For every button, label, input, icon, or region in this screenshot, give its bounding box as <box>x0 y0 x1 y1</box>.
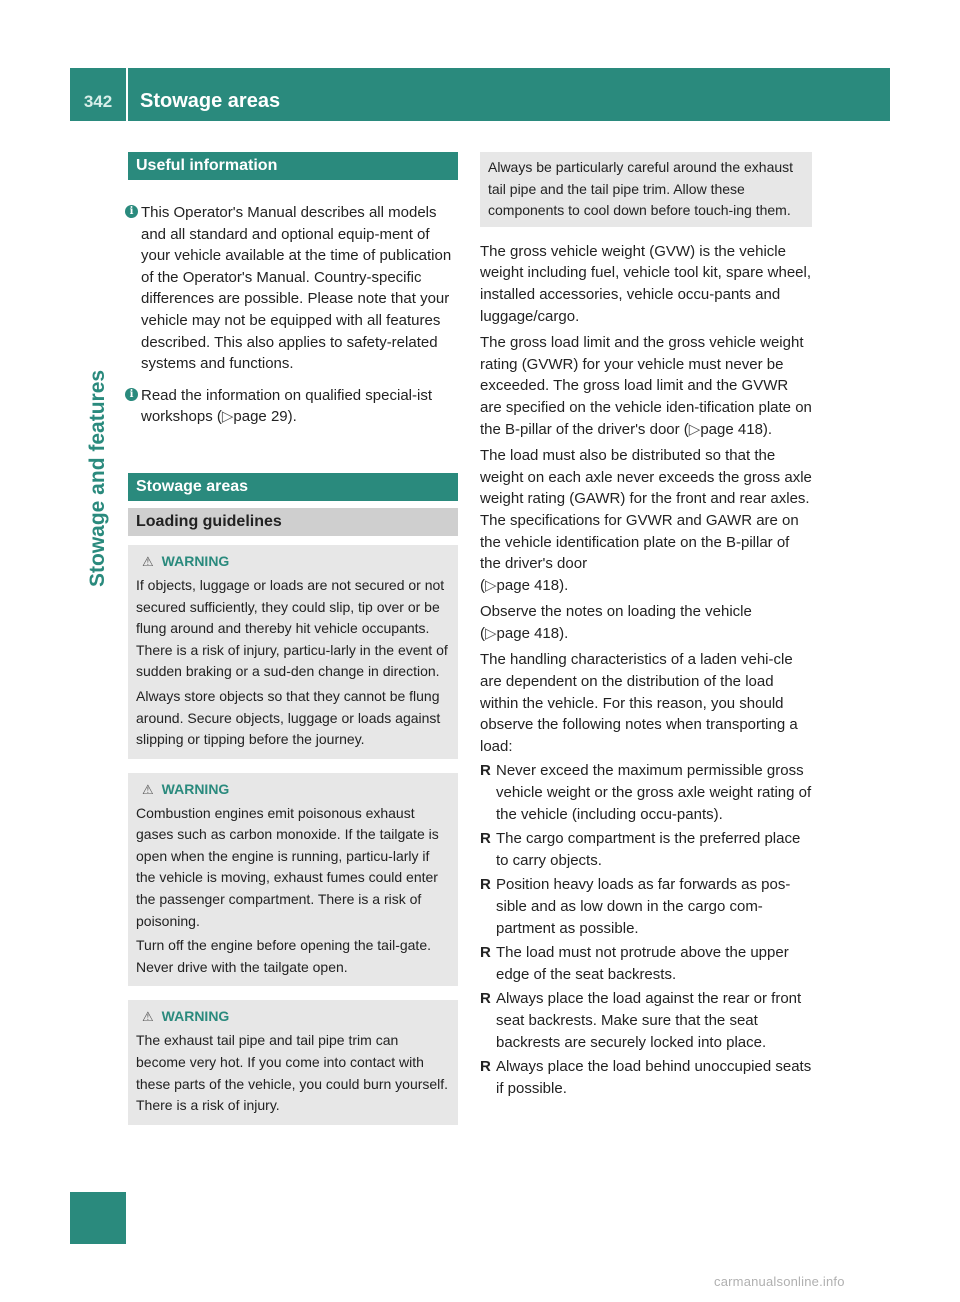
gvw-paragraph: The gross vehicle weight (GVW) is the vehicle weight including fuel, vehicle tool kit, spare wheel, installed accessories, vehicle occu-pants and luggage/cargo. <box>480 242 812 325</box>
warning-box-2 <box>128 773 458 987</box>
warning-continued-text: Always be particularly careful around the exhaust tail pipe and the tail pipe trim. Allow these components to cool down before touch-ing them. <box>488 159 794 219</box>
warning-3-text: The exhaust tail pipe and tail pipe trim can become very hot. If you come into contact with these parts of the vehicle, you could burn yourself. There is a risk of injury. <box>136 1032 449 1114</box>
list-item <box>480 874 812 939</box>
page-ref-arrow-icon: ▷ <box>485 576 497 594</box>
list-item <box>480 828 812 871</box>
loading-notes-list <box>480 760 812 1099</box>
side-tab-label: Stowage and features <box>86 369 109 587</box>
warning-triangle-icon: ⚠ <box>142 553 154 569</box>
page-ref-link[interactable]: page 29). <box>233 408 297 426</box>
warning-2-instruction: Turn off the engine before opening the tail-gate. Never drive with the tailgate open. <box>136 937 431 975</box>
info-note-1 <box>128 202 458 375</box>
header-divider <box>126 68 128 121</box>
warning-triangle-icon: ⚠ <box>142 1009 154 1025</box>
warning-1-text: If objects, luggage or loads are not secured or not secured sufficiently, they could slip, tip over or be flung around and thereby hit vehicle occupants. There is a risk of injury, particu-larly in the event of sudden braking or a sud-den change in direction. <box>136 576 448 680</box>
observe-paragraph: Observe the notes on loading the vehicle (▷page 418). <box>480 603 752 642</box>
warning-box-continued <box>480 152 812 227</box>
handling-paragraph: The handling characteristics of a laden vehi-cle are dependent on the distribution of the load within the vehicle. For this reason, you should observe the following notes when transporting a load: <box>480 651 798 755</box>
warning-1-instruction: Always store objects so that they cannot be flung around. Secure objects, luggage or loads against slipping or tipping before the journey. <box>136 687 441 748</box>
list-item <box>480 760 812 825</box>
info-note-2 <box>128 385 458 428</box>
info-icon: i <box>125 388 138 401</box>
page-ref-link[interactable]: page 418). <box>700 420 773 438</box>
list-item <box>480 942 812 985</box>
list-item <box>480 988 812 1053</box>
useful-info-heading: Useful information <box>128 152 458 180</box>
page-ref-link[interactable]: page 418). <box>496 576 569 594</box>
page-ref-arrow-icon: ▷ <box>485 624 497 642</box>
list-item <box>480 1056 812 1099</box>
list-item-text: Never exceed the maximum permissible gross vehicle weight or the gross axle weight rating of the vehicle (including occu-pants). <box>496 762 812 823</box>
gvwr-text: The gross load limit and the gross vehicle weight rating (GVWR) for your vehicle must never be exceeded. The gross load limit and the GVWR are specified on the vehicle iden-tification plate on the B-pillar of the driver's door ( <box>480 334 812 438</box>
warning-heading <box>136 779 450 800</box>
list-item-text: Always place the load against the rear or front seat backrests. Make sure that the seat backrests are securely locked into place. <box>496 990 802 1051</box>
bullet-marker-icon: R <box>480 876 491 894</box>
gawr-paragraph: The load must also be distributed so that the weight on each axle never exceeds the gross axle weight rating (GAWR) for the front and rear axles. The specifications for GVWR and GAWR are on the vehicle identification plate on the B-pillar of the driver's door (▷page 418). <box>480 447 812 594</box>
list-item-text: The load must not protrude above the upper edge of the seat backrests. <box>496 944 789 983</box>
warning-label: WARNING <box>161 780 230 797</box>
warning-label: WARNING <box>161 1008 230 1025</box>
bullet-marker-icon: R <box>480 944 491 962</box>
warning-box-3 <box>128 1000 458 1124</box>
info-note-2-text: Read the information on qualified special-ist workshops ( <box>141 386 432 426</box>
page-title: Stowage areas <box>140 90 281 112</box>
bullet-marker-icon: R <box>480 1058 491 1076</box>
observe-text: Observe the notes on loading the vehicle <box>480 603 752 621</box>
page-number: 342 <box>83 92 113 111</box>
list-item-text: Always place the load behind unoccupied seats if possible. <box>496 1058 812 1097</box>
warning-triangle-icon: ⚠ <box>142 781 154 797</box>
list-item-text: The cargo compartment is the preferred place to carry objects. <box>496 830 801 869</box>
bullet-marker-icon: R <box>480 762 491 780</box>
warning-2-text: Combustion engines emit poisonous exhaust gases such as carbon monoxide. If the tailgate is open when the engine is running, particu-larly if the vehicle is moving, exhaust fumes could enter the passenger compartment. There is a risk of poisoning. <box>136 804 439 929</box>
side-tab-marker <box>70 1192 126 1244</box>
warning-heading <box>136 551 450 572</box>
info-icon: i <box>125 205 138 218</box>
right-column <box>480 152 812 1099</box>
gvwr-paragraph <box>480 332 812 440</box>
subsection-heading-loading: Loading guidelines <box>128 508 458 536</box>
warning-box-1 <box>128 545 458 759</box>
bullet-marker-icon: R <box>480 830 491 848</box>
page-ref-arrow-icon: ▷ <box>688 420 701 438</box>
info-note-1-text: This Operator's Manual describes all models and all standard and optional equip-ment of your vehicle available at the time of publication of the Operator's Manual. Country-specific differences are possible. Please note that your vehicle may not be equipped with all features described. This also applies to safety-related systems and functions. <box>141 204 452 373</box>
left-column <box>128 152 458 1125</box>
warning-heading <box>136 1006 450 1027</box>
warning-label: WARNING <box>161 552 230 569</box>
bullet-marker-icon: R <box>480 990 491 1008</box>
section-heading-stowage: Stowage areas <box>128 473 458 501</box>
list-item-text: Position heavy loads as far forwards as pos-sible and as low down in the cargo com-partment as possible. <box>496 876 791 937</box>
page-ref-arrow-icon: ▷ <box>221 408 234 426</box>
watermark: carmanualsonline.info <box>714 1274 845 1289</box>
gawr-text: The load must also be distributed so that the weight on each axle never exceeds the gross axle weight rating (GAWR) for the front and rear axles. The specifications for GVWR and GAWR are on the vehicle identification plate on the B-pillar of the driver's door <box>480 447 812 573</box>
page-ref-link[interactable]: page 418). <box>496 624 569 642</box>
